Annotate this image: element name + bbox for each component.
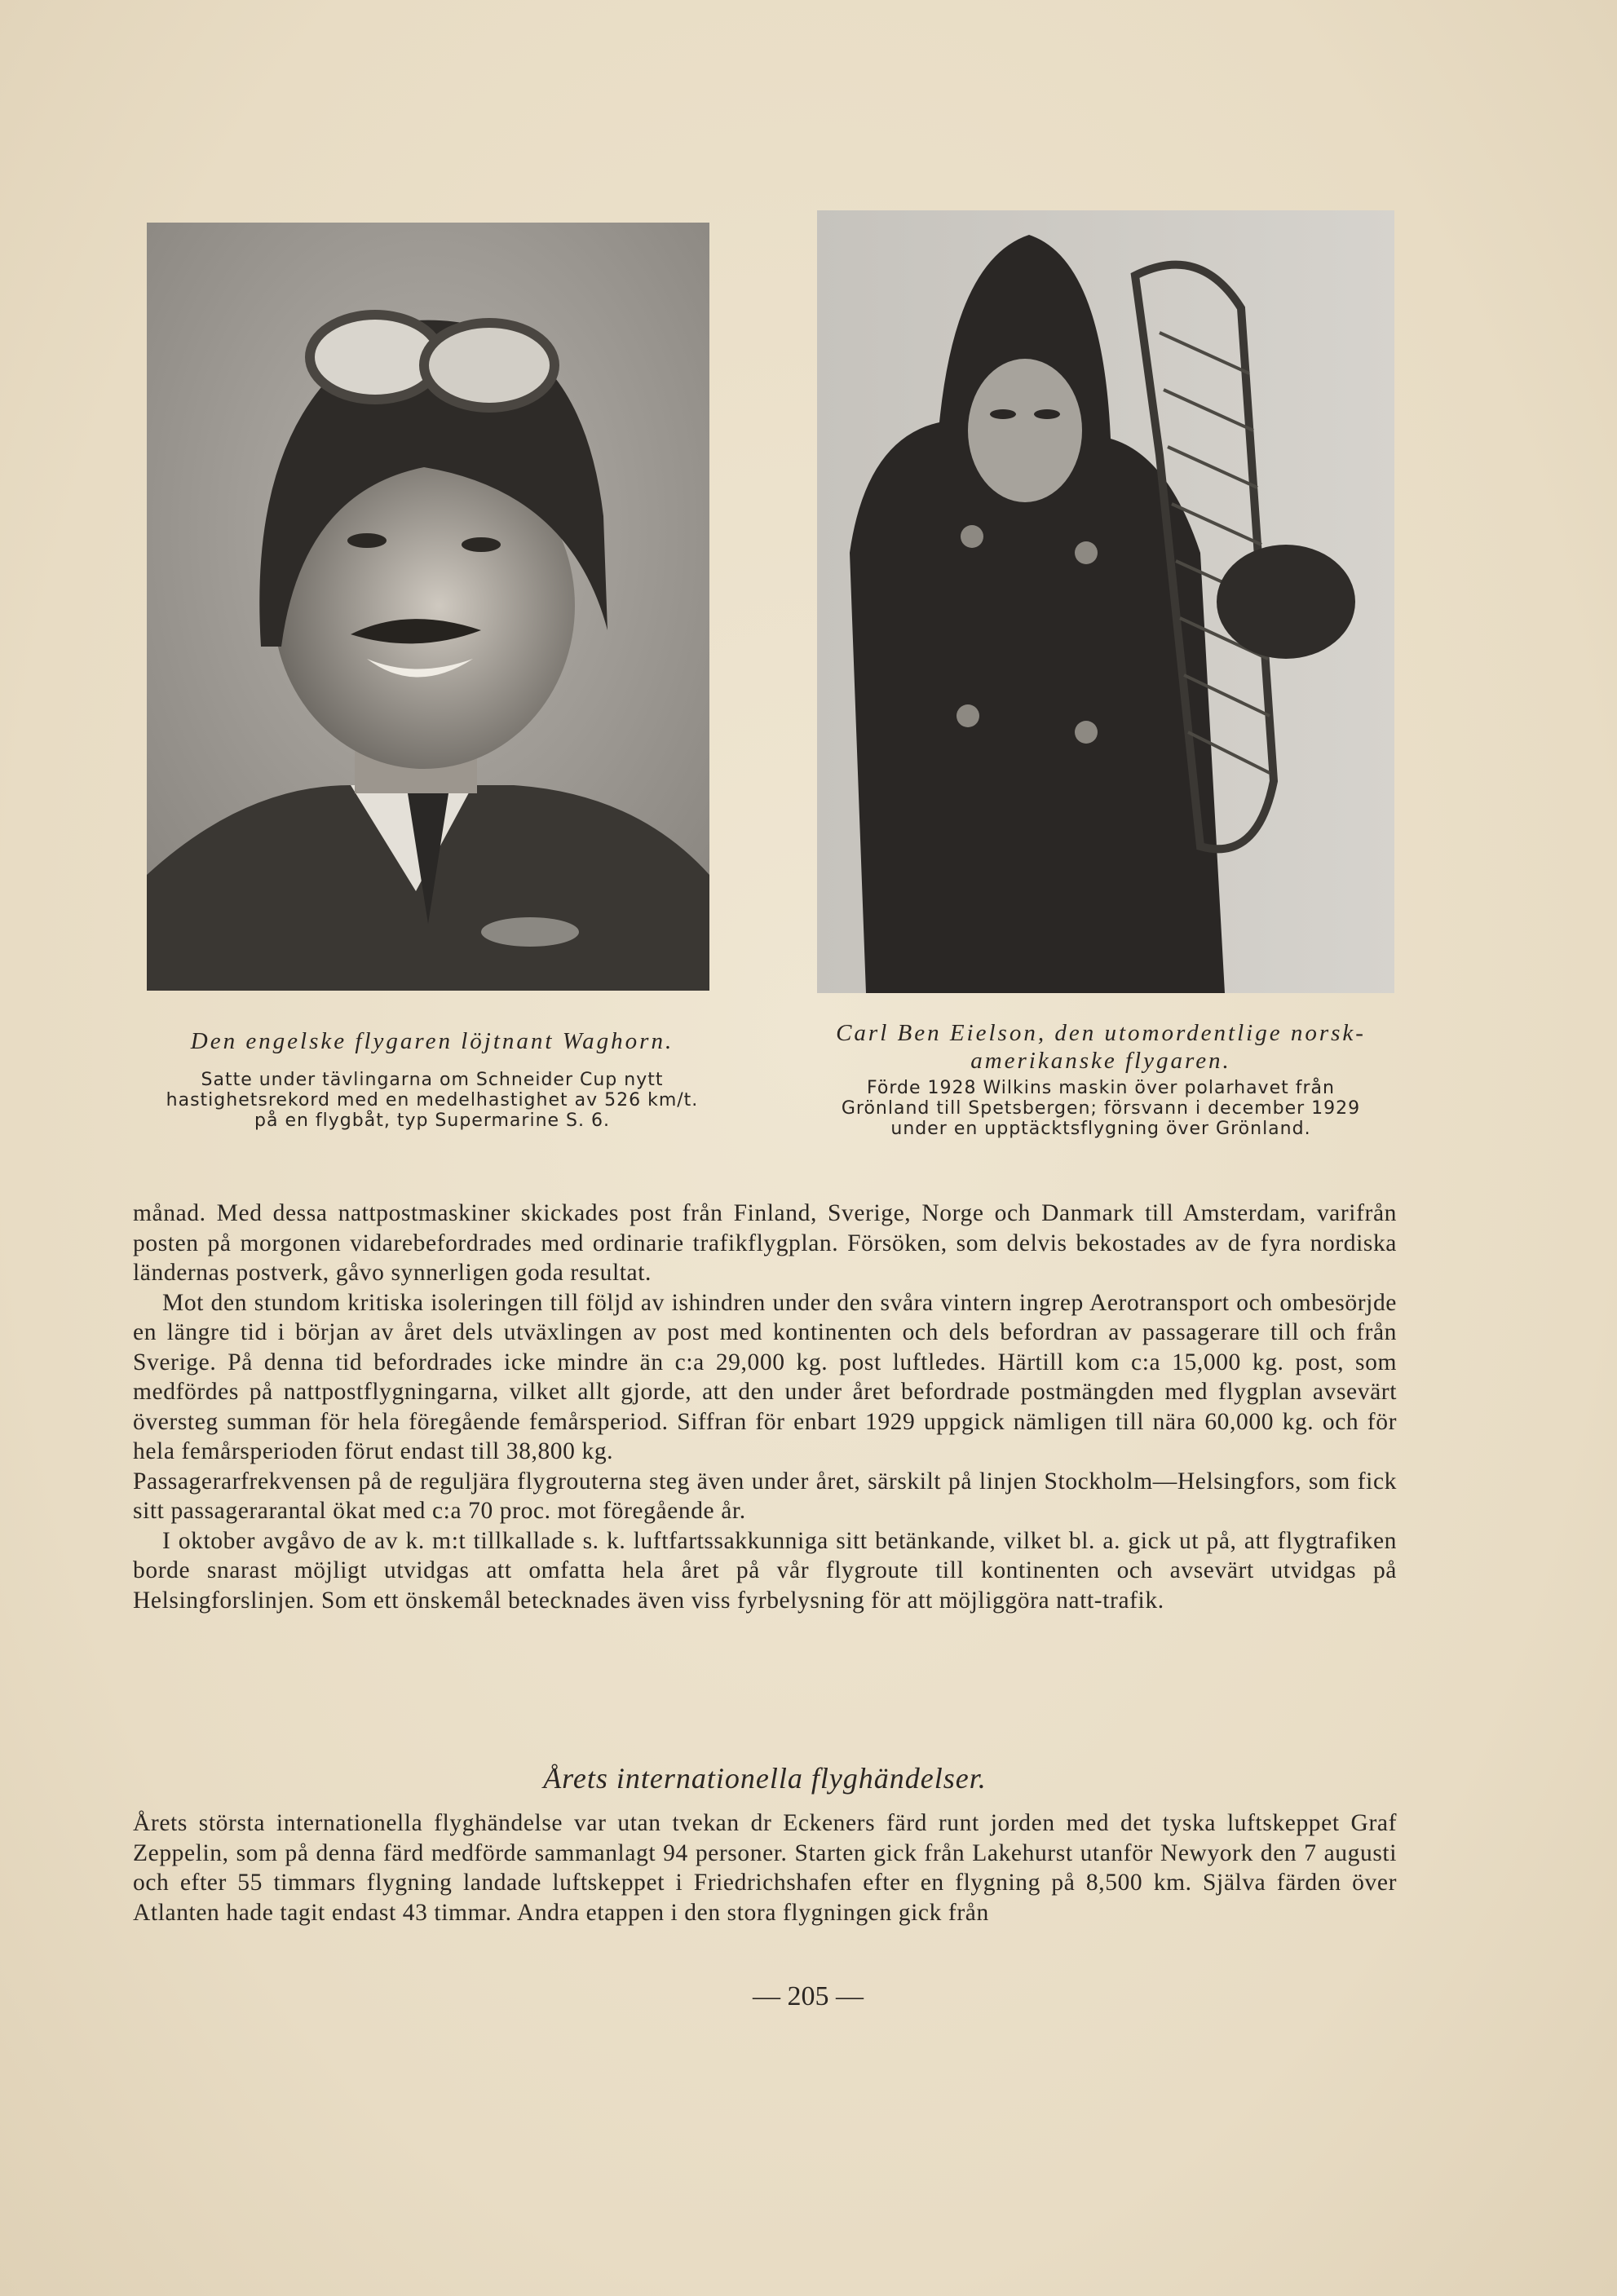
caption-right [799, 1019, 1403, 1139]
caption-right-line: under en upptäcktsflygning över Grönland. [890, 1119, 1311, 1139]
body-text-top [133, 1199, 1397, 1615]
paragraph: Mot den stundom kritiska isoleringen till följd av ishindren under den svåra vintern ingrep Aerotransport och ombesörjde en längre tid i början av året dels utväxlingen av post med kontinenten och dels befordran av passagerare till och från Sverige. På denna tid befordrades icke mindre än c:a 29,000 kg. post luftledes. Härtill kom c:a 15,000 kg. post, som medfördes på nattpostflygningarna, vilket allt gjorde, att den under året befordrade postmängden med flygplan avsevärt översteg summan för hela föregående femårsperiod. Siffran för enbart 1929 uppgick nämligen till nära 60,000 kg. och för hela femårsperioden förut endast till 38,800 kg. [133, 1289, 1397, 1464]
photo-waghorn-image [147, 223, 709, 991]
caption-right-title-line: Carl Ben Eielson, den utomordentlige norsk- [836, 1020, 1366, 1046]
caption-right-line: Förde 1928 Wilkins maskin över polarhavet från [867, 1078, 1335, 1098]
photo-waghorn [147, 223, 709, 991]
body-text-bottom [133, 1808, 1397, 1927]
caption-left [130, 1027, 734, 1131]
paragraph: I oktober avgåvo de av k. m:t tillkallade s. k. luftfartssakkunniga sitt betänkande, vilket bl. a. gick ut på, att flygtrafiken borde snarast möjligt utvidgas att omfatta hela året på vår flygroute till kontinenten och avsevärt utvidgas på Helsingforslinjen. Som ett önskemål betecknades även viss fyrbelysning för att möjliggöra natt-trafik. [133, 1527, 1397, 1614]
photo-eielson-image [817, 210, 1394, 993]
paragraph: månad. Med dessa nattpostmaskiner skickades post från Finland, Sverige, Norge och Danmark till Amsterdam, varifrån posten på morgonen vidarebefordrades med ordinarie trafikflygplan. Försöken, som delvis bekostades av de fyra nordiska ländernas postverk, gåvo synnerligen goda resultat. [133, 1200, 1397, 1286]
caption-left-line: hastighetsrekord med en medelhastighet av 526 km/t. [166, 1090, 699, 1110]
caption-right-line: Grönland till Spetsbergen; försvann i december 1929 [841, 1098, 1361, 1119]
paragraph: Passagerarfrekvensen på de reguljära flygrouterna steg även under året, särskilt på linjen Stockholm—Helsingfors, som fick sitt passagerarantal ökat med c:a 70 proc. mot föregående år. [133, 1468, 1397, 1524]
caption-left-body [130, 1070, 734, 1131]
section-heading: Årets internationella flyghändelser. [543, 1762, 987, 1795]
caption-right-title-line: amerikanske flygaren. [970, 1048, 1231, 1074]
caption-left-line: på en flygbåt, typ Supermarine S. 6. [254, 1110, 610, 1131]
page-number: — 205 — [753, 1981, 864, 2011]
caption-right-title [799, 1019, 1403, 1075]
caption-left-title: Den engelske flygaren löjtnant Waghorn. [190, 1028, 674, 1054]
paragraph: Årets största internationella flyghändelse var utan tvekan dr Eckeners färd runt jorden med det tyska luftskeppet Graf Zeppelin, som på denna färd medförde sammanlagt 94 personer. Starten gick från Lakehurst utanför Newyork den 7 augusti och efter 55 timmars flygning landade luftskeppet i Friedrichshafen efter en flygning på 8,500 km. Själva färden över Atlanten hade tagit endast 43 timmar. Andra etappen i den stora flygningen gick från [133, 1810, 1397, 1926]
photo-eielson [817, 210, 1394, 993]
caption-left-line: Satte under tävlingarna om Schneider Cup nytt [201, 1070, 664, 1090]
caption-right-body [799, 1078, 1403, 1139]
